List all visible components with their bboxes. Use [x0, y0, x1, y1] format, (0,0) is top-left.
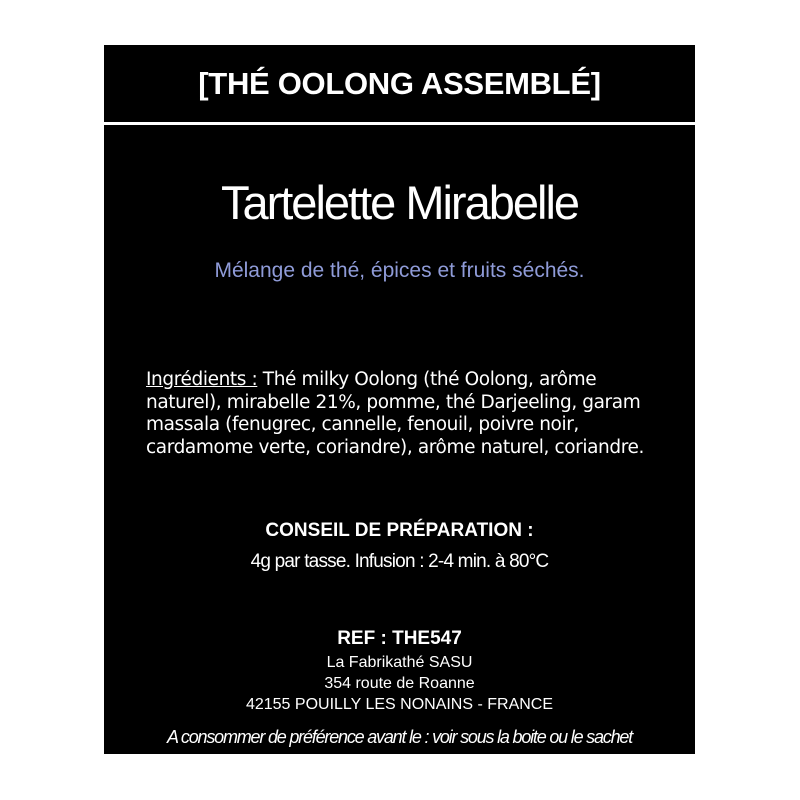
product-label	[104, 45, 695, 754]
ingredients-text: Thé milky Oolong (thé Oolong, arôme naturel), mirabelle 21%, pomme, thé Darjeeling, garam massala (fenugrec, cannelle, fenouil, poivre noir, cardamome verte, coriandre), arôme naturel, coriandre.	[146, 369, 644, 458]
preparation-text: 4g par tasse. Infusion : 2-4 min. à 80°C	[250, 551, 549, 572]
ingredients-label: Ingrédients :	[146, 369, 258, 390]
category-header: [THÉ OOLONG ASSEMBLÉ]	[198, 65, 601, 101]
product-description: Mélange de thé, épices et fruits séchés.	[214, 259, 585, 282]
preparation-title: CONSEIL DE PRÉPARATION :	[265, 520, 534, 541]
best-before-note: A consommer de préférence avant le : voir sous la boite ou le sachet	[166, 727, 633, 747]
reference-code: REF : THE547	[337, 628, 462, 649]
ingredients-block	[146, 369, 676, 459]
company-street: 354 route de Roanne	[324, 675, 475, 692]
header-divider	[104, 122, 695, 125]
company-address	[104, 652, 695, 715]
company-city: 42155 POUILLY LES NONAINS - FRANCE	[245, 696, 554, 713]
company-name: La Fabrikathé SASU	[326, 654, 473, 671]
product-title: Tartelette Mirabelle	[220, 176, 579, 229]
